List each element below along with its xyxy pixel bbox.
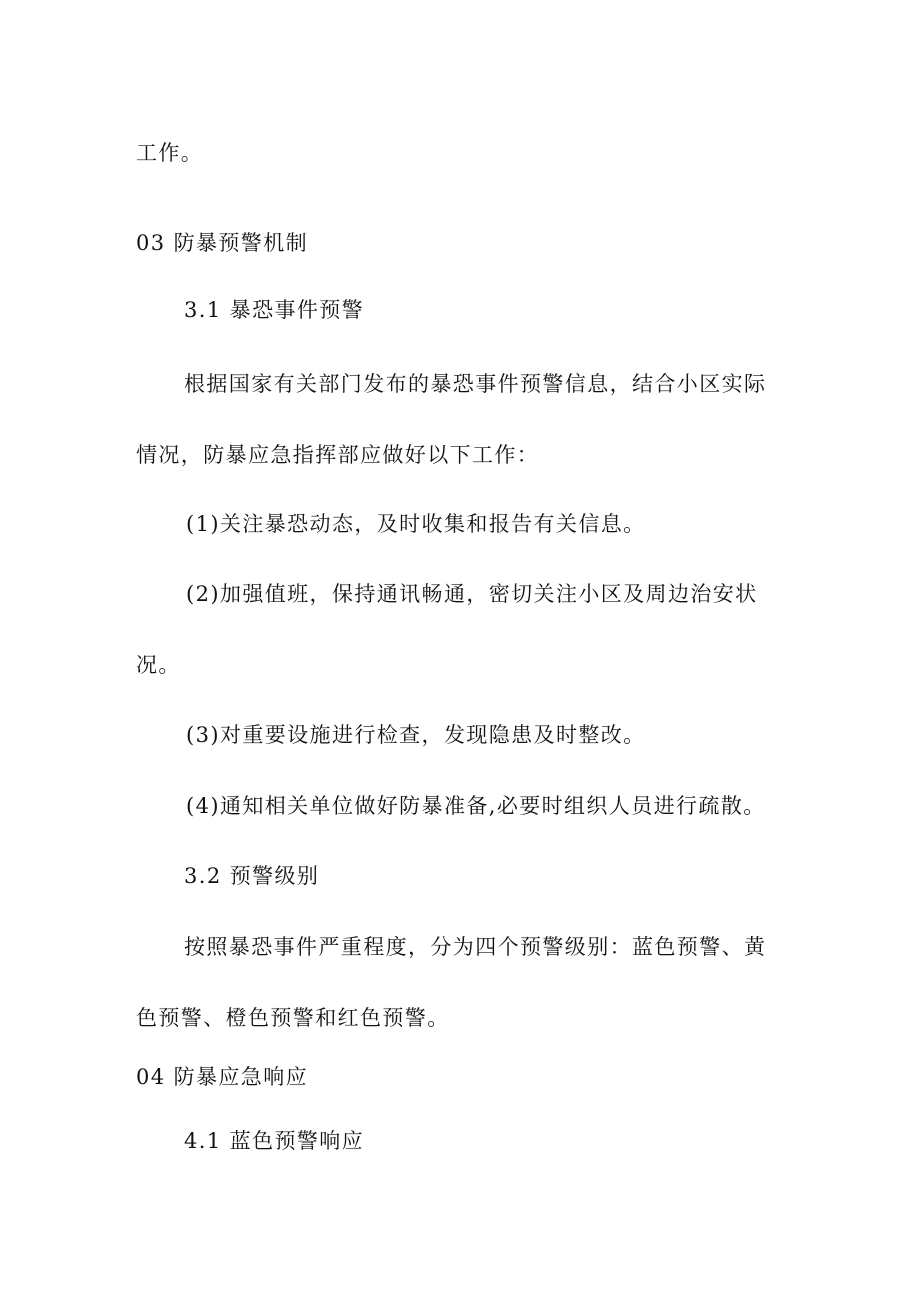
section-heading-03: 03 防暴预警机制 bbox=[136, 231, 308, 255]
list-item-2: (2)加强值班，保持通讯畅通，密切关注小区及周边治安状 bbox=[186, 582, 758, 606]
subsection-heading-3-2: 3.2 预警级别 bbox=[184, 864, 320, 888]
list-item-4: (4)通知相关单位做好防暴准备,必要时组织人员进行疏散。 bbox=[186, 794, 766, 818]
subsection-heading-4-1: 4.1 蓝色预警响应 bbox=[184, 1129, 365, 1153]
paragraph-continuation: 工作。 bbox=[136, 141, 204, 165]
list-item-3: (3)对重要设施进行检查，发现隐患及时整改。 bbox=[186, 723, 646, 747]
paragraph-line: 根据国家有关部门发布的暴恐事件预警信息，结合小区实际 bbox=[184, 372, 767, 396]
list-item-2-continuation: 况。 bbox=[136, 653, 181, 677]
paragraph-line: 色预警、橙色预警和红色预警。 bbox=[136, 1006, 450, 1030]
section-heading-04: 04 防暴应急响应 bbox=[136, 1065, 308, 1089]
list-item-1: (1)关注暴恐动态，及时收集和报告有关信息。 bbox=[186, 512, 646, 536]
paragraph-line: 按照暴恐事件严重程度，分为四个预警级别：蓝色预警、黄 bbox=[184, 935, 767, 959]
paragraph-line: 情况，防暴应急指挥部应做好以下工作： bbox=[136, 443, 540, 467]
subsection-heading-3-1: 3.1 暴恐事件预警 bbox=[184, 298, 365, 322]
